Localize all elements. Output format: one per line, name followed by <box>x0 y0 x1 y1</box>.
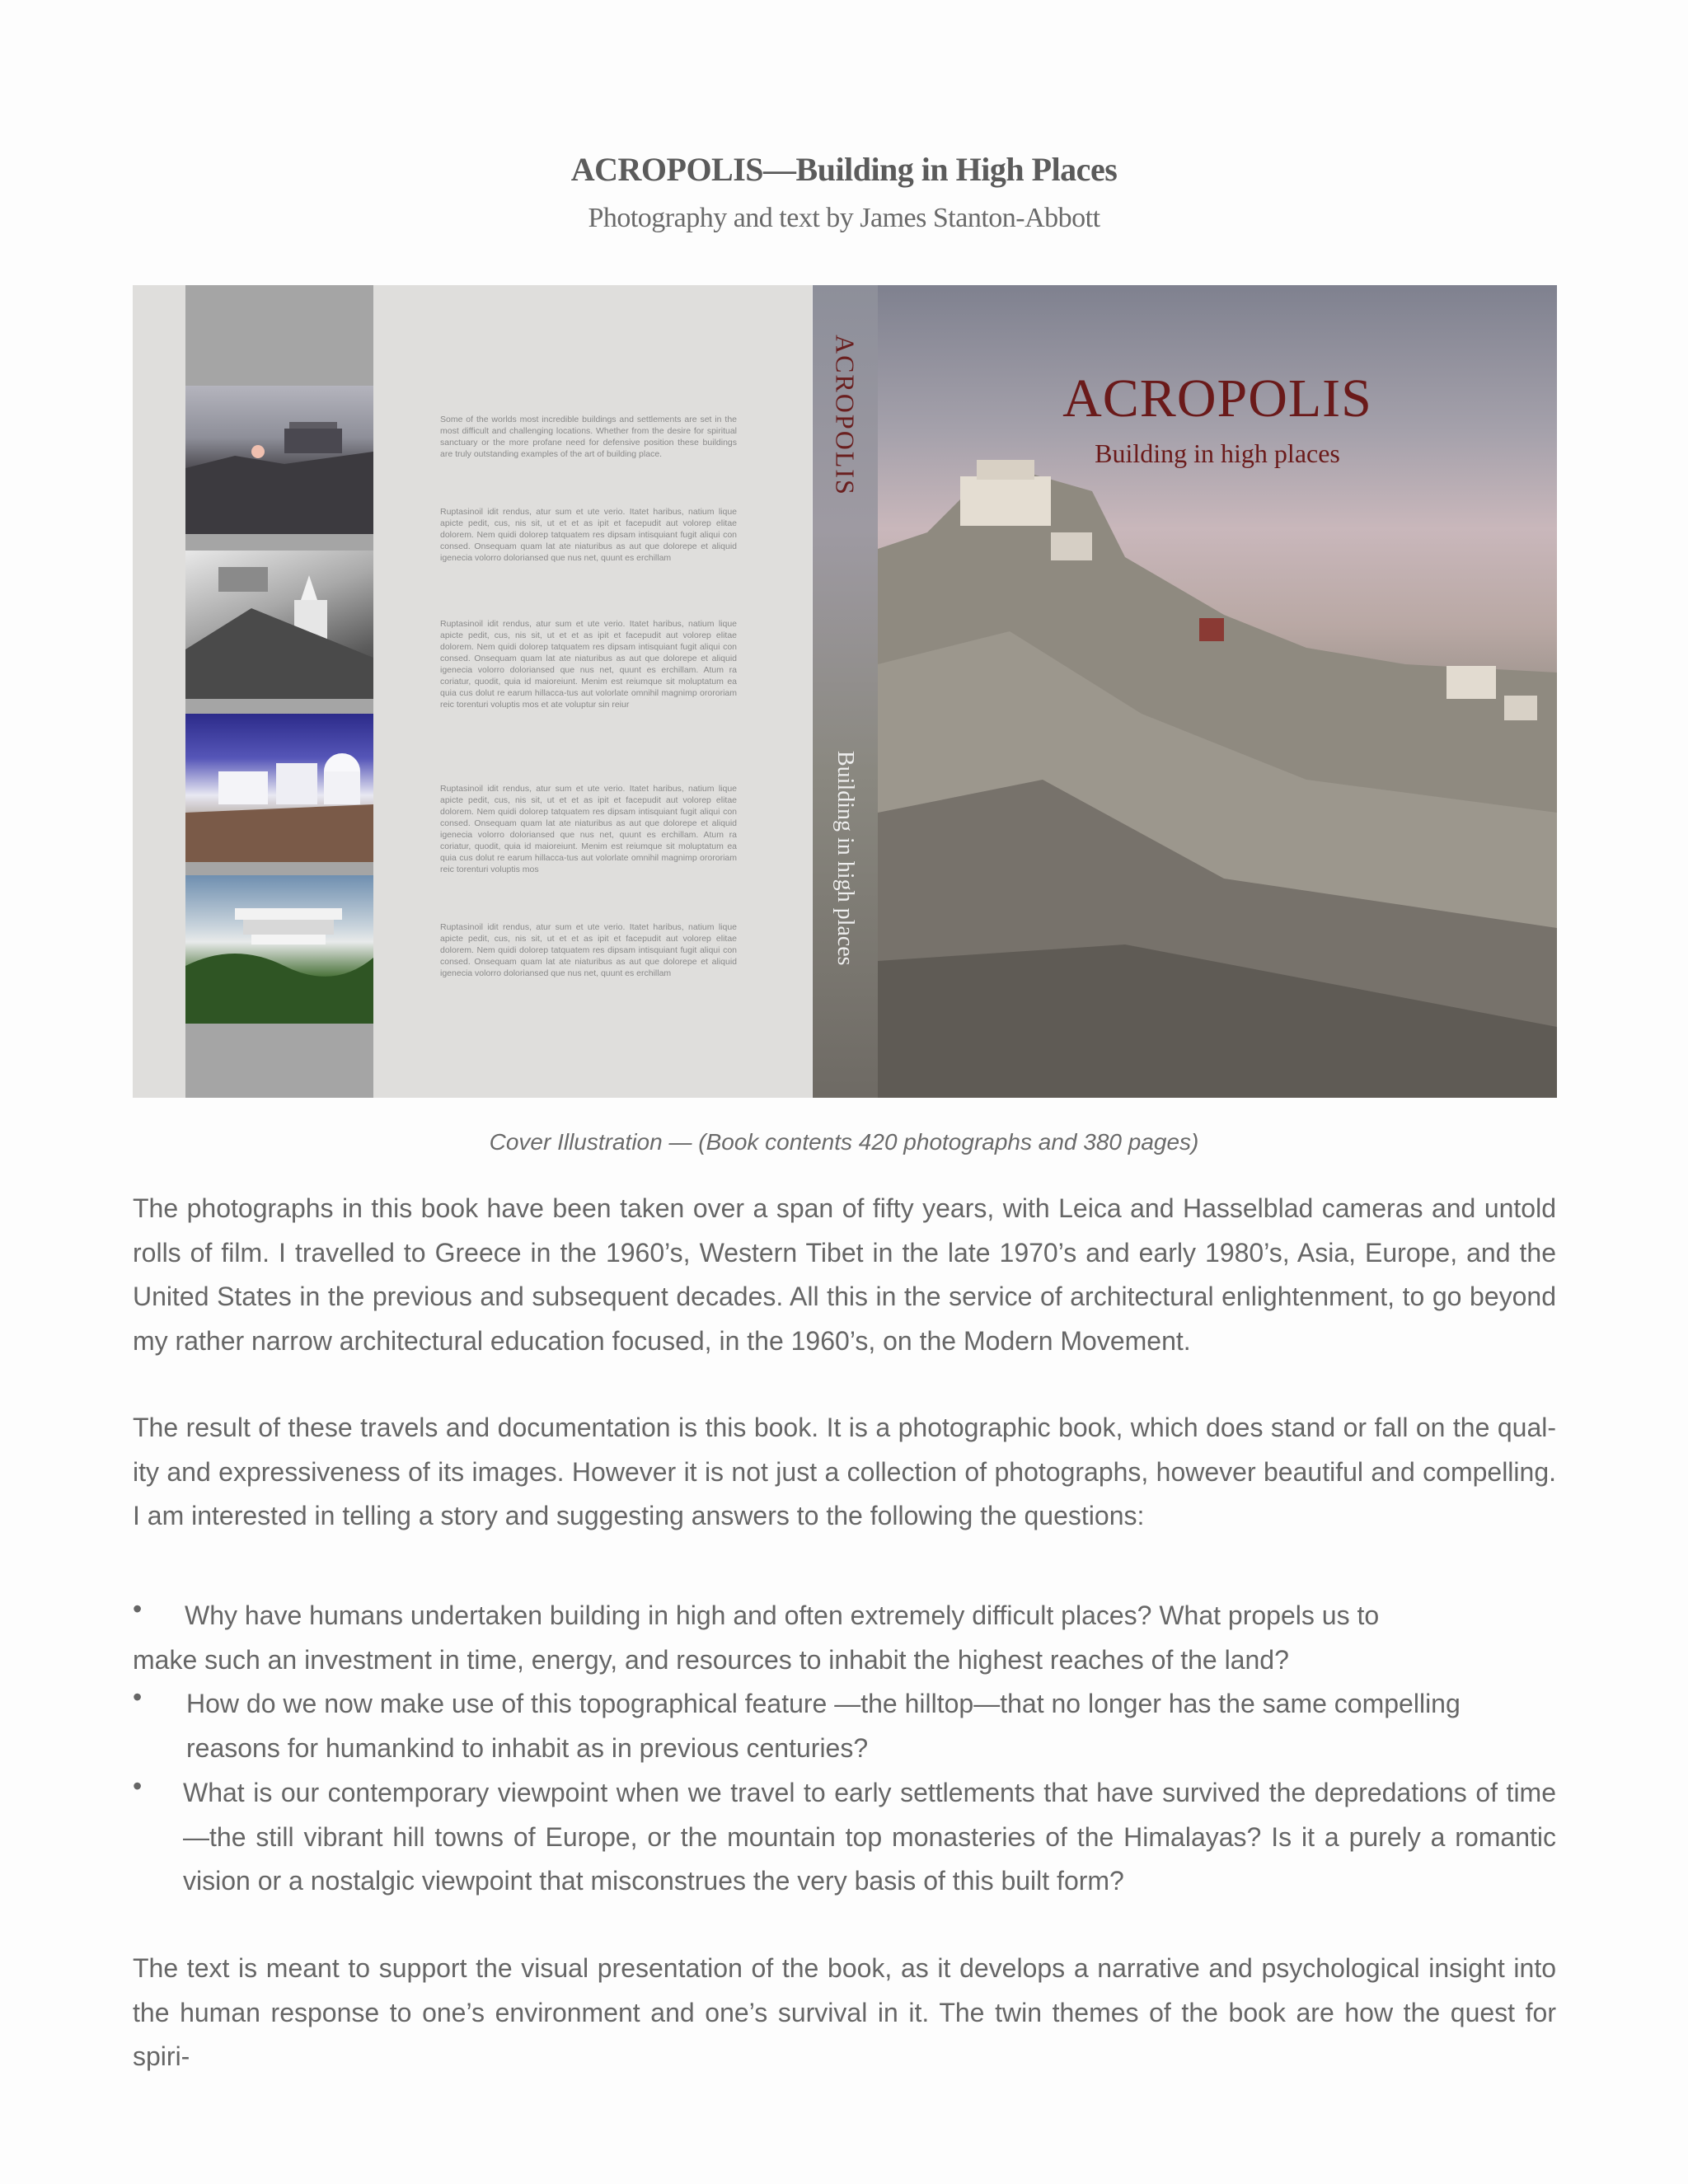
bullet-1-continuation: make such an investment in time, energy, and resources to inhabit the highest reaches of the land? <box>133 1645 1289 1675</box>
thumbnail-acropolis-photo <box>185 386 373 534</box>
page-title: ACROPOLIS—Building in High Places <box>570 151 1118 188</box>
paragraph-closing: The text is meant to support the visual presentation of the book, as it develops a narrative and psychological insight into the human response to one’s environment and one’s survival in it. The twin themes of the book are how the quest for spiri- <box>133 1953 1556 2071</box>
back-cover-text-3: Ruptasinoil idit rendus, atur sum et ute verio. Itatet haribus, natium lique apicte pedit, cus, nis sit, ut et et as ipit et facepudit aut volorep elitae dolorem. Nem quidi dolorep tatquatem res dipsam intisquiant fugit aliqui con consed. Onsequam quam lat ate niaturibus as aut que dolorepe et aliquid igenecia volorro doloriansed que nus net, quunt es erchillam. Atum ra coriatur, quodit, quia id maioreiunt. Menim est reiumque sit moluptatum ea quia cus dolut re earum hillacca-tus aut volorlate omnihil magnimp orororiam reic torenturi voluptis mos et ate voluptur sin reiur <box>440 619 737 710</box>
thumbnail-modern-house-photo <box>185 875 373 1024</box>
bullet-2-dot: • <box>133 1682 143 1712</box>
paragraph-2: The result of these travels and documentation is this book. It is a photographic book, which does stand or fall on the qual-ity and expressiveness of its images. However it is not just a collection of photographs, however beautiful and compelling. I am interested in telling a story and suggesting answers to the following the questions: <box>133 1413 1556 1530</box>
bullet-1-dot: • <box>133 1594 143 1624</box>
figure-caption: Cover Illustration — (Book contents 420 photographs and 380 pages) <box>489 1129 1199 1155</box>
bullet-1-first-line: Why have humans undertaken building in high and often extremely difficult places? What propels us to <box>185 1601 1380 1630</box>
back-cover-text-5: Ruptasinoil idit rendus, atur sum et ute verio. Itatet haribus, natium lique apicte pedit, cus, nis sit, ut et et as ipit et facepudit aut volorep elitae dolorem. Nem quidi dolorep tatquatem res dipsam intisquiant fugit aliqui con consed. Onsequam quam lat ate niaturibus as aut que dolorepe et aliquid igenecia volorro doloriansed que nus net, quunt es erchillam <box>440 922 737 978</box>
front-cover-subtitle: Building in high places <box>1095 438 1340 468</box>
bullet-3-text: What is our contemporary viewpoint when we travel to early settlements that have survived the depredations of time—the still vibrant hill towns of Europe, or the mountain top monasteries of the Himalayas? Is it a purely a romantic vision or a nostalgic viewpoint that misconstrues the very basis of this built form? <box>183 1778 1556 1896</box>
bullet-2-text: How do we now make use of this topographical feature —the hilltop—that no longer has the same compelling reasons for humankind to inhabit as in previous centuries? <box>186 1689 1461 1763</box>
back-cover-text-1: Some of the worlds most incredible buildings and settlements are set in the most difficult and challenging locations. Whether from the desire for spiritual sanctuary or the more profane need for defensive position these buildings are truly outstanding examples of the art of building place. <box>440 415 737 459</box>
bullet-3-dot: • <box>133 1771 143 1801</box>
front-cover-title: ACROPOLIS <box>1062 368 1372 429</box>
back-cover-text-4: Ruptasinoil idit rendus, atur sum et ute verio. Itatet haribus, natium lique apicte pedit, cus, nis sit, ut et et as ipit et facepudit aut volorep elitae dolorem. Nem quidi dolorep tatquatem res dipsam intisquiant fugit aliqui con consed. Onsequam quam lat ate niaturibus as aut que dolorepe et aliquid igenecia volorro doloriansed que nus net, quunt es erchillam. Atum ra coriatur, quodit, quia id maioreiunt. Menim est reiumque sit moluptatum ea quia cus dolut re earum hillacca-tus aut volorlate omnihil magnimp orororiam reic torenturi voluptis mos <box>440 784 737 874</box>
book-cover-spread: Some of the worlds most incredible buildings and settlements are set in the most difficult and challenging locations. Whether from the desire for spiritual sanctuary or the more profane need for defensive position these buildings are truly outstanding examples of the art of building place. Ruptasinoil idit rendus, atur sum et ute verio. Itatet haribus, natium lique apicte pedit, cus, nis sit, ut et et as ipit et facepudit aut volorep elitae dolorem. Nem quidi dolorep tatquatem res dipsam intisquiant fugit aliqui con consed. Onsequam quam lat ate niaturibus as aut que dolorepe et aliquid igenecia volorro doloriansed que nus net, quunt es erchillam Ruptasinoil idit rendus, atur sum et ute verio. Itatet haribus, natium lique apicte pedit, cus, nis sit, ut et et as ipit et facepudit aut volorep elitae dolorem. Nem quidi dolorep tatquatem res dipsam intisquiant fugit aliqui con consed. Onsequam quam lat ate niaturibus as aut que dolorepe et aliquid igenecia volorro doloriansed que nus net, quunt es erchillam. Atum ra coriatur, quodit, quia id maioreiunt. Menim est reiumque sit moluptatum ea quia cus dolut re earum hillacca-tus aut volorlate omnihil magnimp orororiam reic torenturi voluptis mos et ate voluptur sin reiur Ruptasinoil idit rendus, atur sum et ute verio. Itatet haribus, natium lique apicte pedit, cus, nis sit, ut et et as ipit et facepudit aut volorep elitae dolorem. Nem quidi dolorep tatquatem res dipsam intisquiant fugit aliqui con consed. Onsequam quam lat ate niaturibus as aut que dolorepe et aliquid igenecia volorro doloriansed que nus net, quunt es erchillam. Atum ra coriatur, quodit, quia id maioreiunt. Menim est reiumque sit moluptatum ea quia cus dolut re earum hillacca-tus aut volorlate omnihil magnimp orororiam reic torenturi voluptis mos Ruptasinoil idit rendus, atur sum et ute verio. Itatet haribus, natium lique apicte pedit, cus, nis sit, ut et et as ipit et facepudit aut volorep elitae dolorem. Nem quidi dolorep tatquatem res dipsam intisquiant fugit aliqui con consed. Onsequam quam lat ate niaturibus as aut que dolorepe et aliquid igenecia volorro doloriansed que nus net, quunt es erchillam ACROPOLIS Building in high places ACROPOLIS Building in high places <box>133 285 1557 1098</box>
thumbnail-stupa-photo <box>185 551 373 699</box>
page-subtitle: Photography and text by James Stanton-Abbott <box>588 203 1100 233</box>
paragraph-1: The photographs in this book have been taken over a span of fifty years, with Leica and Hasselblad cameras and untold rolls of film. I travelled to Greece in the 1960’s, Western Tibet in the late 1970’s and early 1980’s, Asia, Europe, and the United States in the previous and subsequent decades. All this in the service of architectural enlightenment, to go beyond my rather narrow architectural education focused, in the 1960’s, on the Modern Movement. <box>133 1193 1556 1356</box>
thumbnail-whitewashed-village-photo <box>185 714 373 862</box>
back-cover-text-2: Ruptasinoil idit rendus, atur sum et ute verio. Itatet haribus, natium lique apicte pedit, cus, nis sit, ut et et as ipit et facepudit aut volorep elitae dolorem. Nem quidi dolorep tatquatem res dipsam intisquiant fugit aliqui con consed. Onsequam quam lat ate niaturibus as aut que dolorepe et aliquid igenecia volorro doloriansed que nus net, quunt es erchillam <box>440 507 737 563</box>
back-cover <box>133 285 812 1098</box>
